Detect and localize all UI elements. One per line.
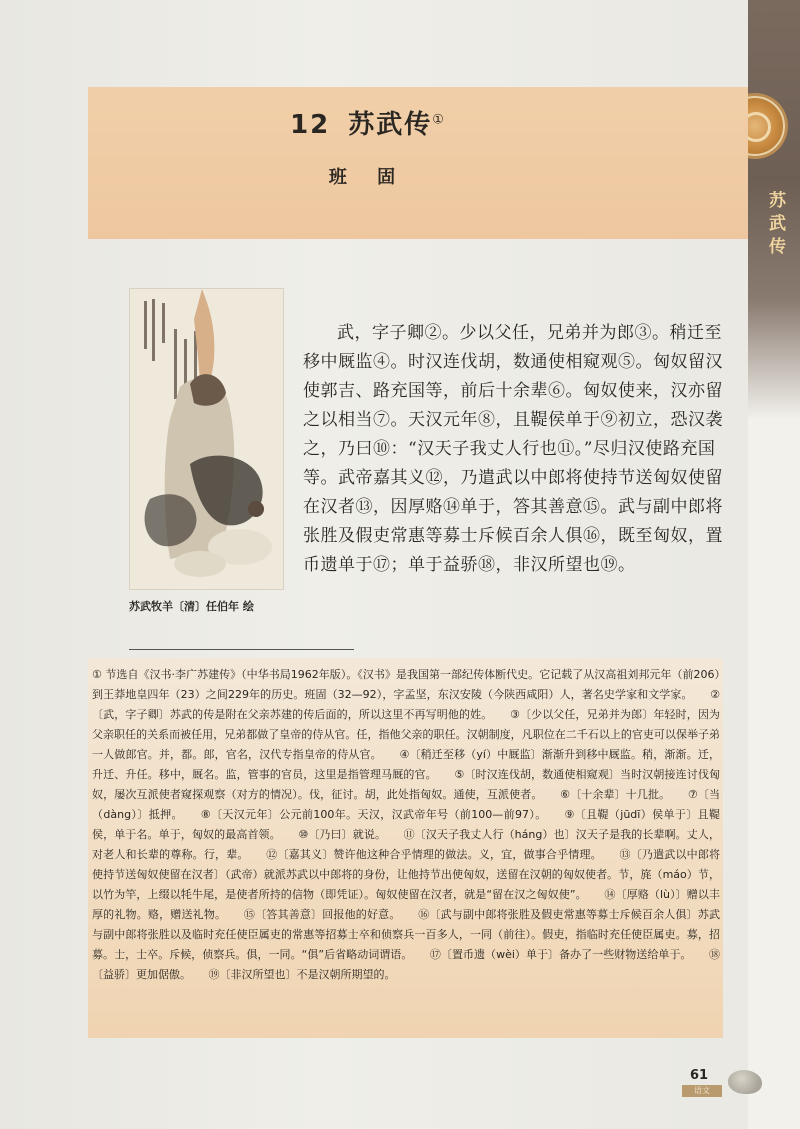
footnote: ⑮〔答其善意〕回报他的好意。	[243, 908, 401, 921]
figure-caption: 苏武牧羊〔清〕任伯年 绘	[129, 600, 254, 613]
footnote: ②〔武，字子卿〕苏武的传是附在父亲苏建的传后面的，所以这里不再写明他的姓。	[92, 688, 720, 721]
footnote: ⑰〔置币遗（wèi）单于〕备办了一些财物送给单于。	[429, 948, 692, 961]
side-tab-fade	[748, 300, 800, 420]
footnote: ⑲〔非汉所望也〕不是汉朝所期望的。	[208, 968, 396, 981]
footnote: ① 节选自《汉书·李广苏建传》（中华书局1962年版）。《汉书》是我国第一部纪传体断代史。它记载了从汉高祖刘邦元年（前206）到王莽地皇四年（23）之间229年的历史。班固（32—92），字孟坚，东汉安陵（今陕西咸阳）人，著名史学家和文学家。	[92, 668, 720, 701]
main-passage: 武，字子卿②。少以父任，兄弟并为郎③。稍迁至移中厩监④。时汉连伐胡，数通使相窥观⑤。匈奴留汉使郭吉、路充国等，前后十余辈⑥。匈奴使来，汉亦留之以相当⑦。天汉元年⑧，且鞮侯单于⑨初立，恐汉袭之，乃曰⑩：“汉天子我丈人行也⑪。”尽归汉使路充国等。武帝嘉其义⑫，乃遣武以中郎将使持节送匈奴使留在汉者⑬，因厚赂⑭单于，答其善意⑮。武与副中郎将张胜及假吏常惠等募士斥候百余人俱⑯，既至匈奴，置币遗单于⑰；单于益骄⑱，非汉所望也⑲。	[303, 323, 723, 575]
painting-image	[129, 288, 284, 590]
lesson-title	[88, 104, 648, 141]
footnote: ⑯〔武与副中郎将张胜及假吏常惠等募士斥候百余人俱〕苏武与副中郎将张胜以及临时充任使臣属吏的常惠等招募士卒和侦察兵一百多人，一同（前往）。假吏，指临时充任使臣属吏。募，招募。士，士卒。斥候，侦察兵。俱，一同。“俱”后省略动词谓语。	[92, 908, 721, 961]
page-number: 61	[690, 1068, 709, 1083]
footnote: ③〔少以父任，兄弟并为郎〕年轻时，因为父亲职任的关系而被任用，兄弟都做了皇帝的侍从官。任，指他父亲的职任。汉朝制度，凡职位在二千石以上的官吏可以保举子弟一人做郎官。并，都。郎，官名，汉代专指皇帝的侍从官。	[92, 708, 720, 761]
notes-divider	[129, 649, 354, 650]
footnote: ⑭〔厚赂（lù）〕赠以丰厚的礼物。赂，赠送礼物。	[92, 888, 720, 921]
side-tab-title: 苏武传	[765, 190, 785, 260]
footnote: ⑩〔乃曰〕就说。	[298, 828, 387, 841]
stone-icon	[728, 1070, 762, 1094]
footnote: ⑤〔时汉连伐胡，数通使相窥观〕当时汉朝接连讨伐匈奴，屡次互派使者窥探观察（对方的情况）。伐，征讨。胡，此处指匈奴。通使，互派使者。	[92, 768, 720, 801]
footnote: ⑧〔天汉元年〕公元前100年。天汉，汉武帝年号（前100—前97）。	[200, 808, 547, 821]
title-note-mark: ①	[432, 112, 446, 128]
footnote: ⑫〔嘉其义〕赞许他这种合乎情理的做法。义，宜，做事合乎情理。	[266, 848, 602, 861]
lesson-number: 12	[290, 110, 331, 140]
footnote: ⑦〔当（dàng）〕抵押。	[92, 788, 720, 821]
author: 班 固	[328, 167, 408, 188]
footnote: ⑱〔益骄〕更加倨傲。	[92, 948, 720, 981]
footnotes	[92, 665, 720, 985]
footnote: ⑨〔且鞮（jūdī）侯单于〕且鞮侯，单于名。单于，匈奴的最高首领。	[92, 808, 720, 841]
painting-illustration	[130, 289, 283, 589]
footnote: ⑪〔汉天子我丈人行（háng）也〕汉天子是我的长辈啊。丈人，对老人和长辈的尊称。行，辈。	[92, 828, 720, 861]
footnote: ⑥〔十余辈〕十几批。	[560, 788, 671, 801]
page-subject-tag: 语文	[682, 1085, 722, 1097]
lesson-title-text: 苏武传	[348, 110, 433, 140]
footnote: ⑬〔乃遣武以中郎将使持节送匈奴使留在汉者〕（武帝）就派苏武以中郎将的身份，让他持节出使匈奴，送留在汉朝的匈奴使者。节，旄（máo）节，以竹为竿，上缀以牦牛尾，是使者所持的信物（即凭证）。匈奴使留在汉者，就是“留在汉之匈奴使”。	[92, 848, 721, 901]
footnote: ④〔稍迁至移（yí）中厩监〕渐渐升到移中厩监。稍，渐渐。迁，升迁、升任。移中，厩名。监，管事的官员，这里是指管理马厩的官。	[92, 748, 720, 781]
